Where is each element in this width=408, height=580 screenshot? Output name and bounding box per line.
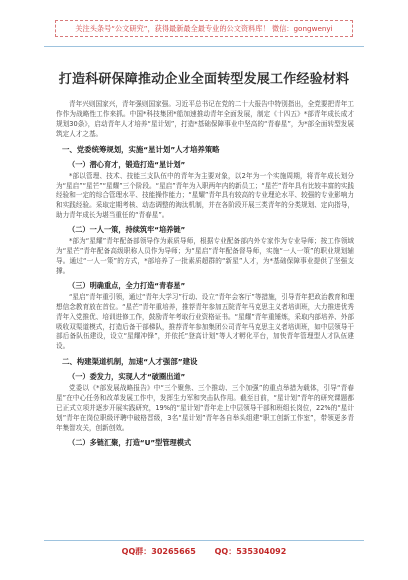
body-paragraph: “星启”青年重引领，通过“青年大学习”行动、设立“青年会客厅”等措施，引导青年把政治教育和理想信念教育放在首位。“星芒”青年重培养，推荐青年参加五院青年马克思主义者培训班，大力推进优秀青年入党推优、培训进修工作，鼓励青年考取行业资格证书。“星耀”青年重锤炼，采取内部培养、外部吸收双渠道模式，打造后备干部梯队，推荐青年参加集团公司青年马克思主义者培训班，如中层领导干部后备队伍建设，设立“星耀冲锋”，并依托“登高计划”等人才孵化平台，加快青年管理型人才队伍建设。 bbox=[56, 292, 354, 351]
body-paragraph: *部为“星耀”青年配备部领导作为素质导师，根据专业配备部内外专家作为专业导师；按工作领域为“星芒”青年配备高级职称人员作为导师；为“星启”青年配备督导师，实施“一人一策”的职业规划辅导。通过“一人一策”的方式，*部培养了一批素质超群的“新星”人才，为*基础保障事业提供了坚强支撑。 bbox=[56, 237, 354, 275]
document-title: 打造科研保障推动企业全面转型发展工作经验材料 bbox=[58, 72, 350, 87]
subsection-heading: （一）委发力，实现人才“破圈出道” bbox=[68, 372, 186, 382]
section-heading-1: 一、党委统筹规划，实施“星计划”人才培养策略 bbox=[62, 144, 220, 154]
intro-paragraph: 青年兴则国家兴，青年强则国家强。习近平总书记在党的二十大报告中特别指出，全党要把青年工作作为战略性工作来抓。中国*科技集团*船加速推动青年全面发展，制定《十四五》*部青年成长成才规划30条》，启动青年人才培养“星计划”，打造*基础保障事业中坚高的“青春星”，为*部全面转型发展筑定人才之基。 bbox=[56, 100, 354, 138]
subsection-heading: （一）潜心育才，锻造打造“星计划” bbox=[68, 159, 186, 169]
document-body bbox=[56, 100, 354, 450]
subsection-heading: （三）明确重点，全力打造“青春星” bbox=[68, 280, 186, 290]
section-heading-2: 二、构建渠道机制，加速“人才强部”建设 bbox=[62, 357, 198, 367]
subsection-heading: （二）多链汇聚，打造“U”型管理模式 bbox=[68, 437, 192, 447]
footer-divider bbox=[44, 540, 364, 541]
header-divider bbox=[44, 46, 364, 47]
qq-number: QQ：535304092 bbox=[214, 547, 287, 556]
promo-banner: 关注头条号“公文研究”，获得最新最全最专业的公文资料库！ 微信：gongwenyi bbox=[55, 20, 353, 37]
qq-group-number: QQ群：30265665 bbox=[121, 547, 196, 556]
subsection-heading: （二）一人一策，持续筑牢“培养链” bbox=[68, 225, 186, 235]
contact-footer bbox=[44, 546, 364, 557]
body-paragraph: *部以管理、技术、技能三支队伍中的青年为主要对象，以2年为一个实施周期，将青年成长划分为“星启”“星芒”“星耀”三个阶段。“星启”青年为入职两年内的新员工；“星芒”青年具有比较丰富的实践经验和一定的综合管理水平、技能操作能力；“星耀”青年具有较高的专业理论水平、较强的专业影响力和实践经验。采取定期考核、动态调整的淘汰机制，并在各阶段开展三类青年的分类规划、定向指导，助力青年成长为堪当重任的“青春星”。 bbox=[56, 171, 354, 220]
body-paragraph: 党委以《*部发展战略报告》中“三个聚焦、三个推动、三个加强”的重点举措为载体，引导“青春星”在中心任务和改革发展工作中，发挥生力军和突击队作用。截至目前，“星计划”青年的研究课题都已正式立项并逐步开展实践研究，19%的“星计划”青年走上中层领导干部和班组长岗位，22%的“星计划”青年在岗位职级评聘中破格晋级，3名“星计划”青年各自举头组建“职工创新工作室”，带领更多青年集智攻关，创新创效。 bbox=[56, 384, 354, 432]
